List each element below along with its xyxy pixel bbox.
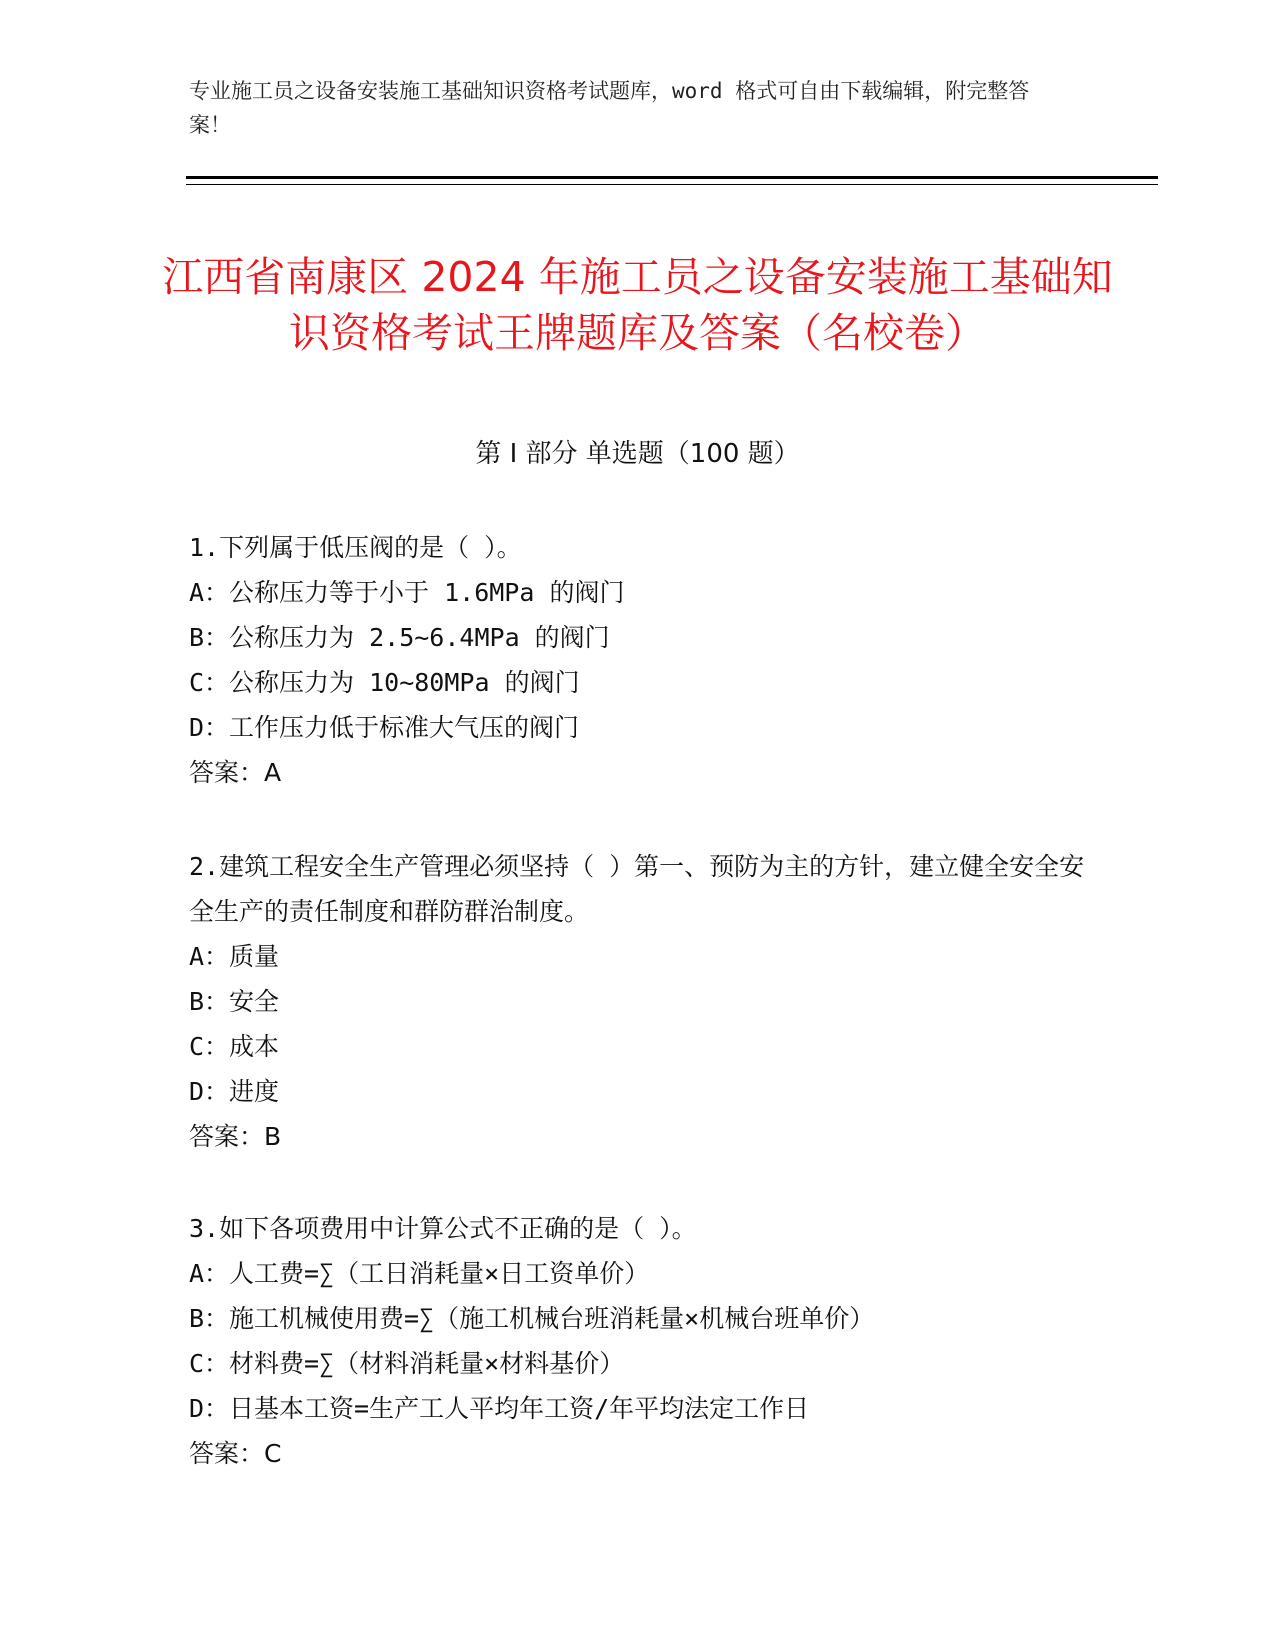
question-stem: 1.下列属于低压阀的是（ ）。 — [189, 533, 522, 562]
answer-line: 答案：B — [189, 1122, 282, 1151]
question-block — [189, 1206, 1089, 1476]
option-a: A：公称压力等于小于 1.6MPa 的阀门 — [189, 578, 625, 607]
header-divider-thick — [186, 176, 1158, 179]
document-title: 江西省南康区 2024 年施工员之设备安装施工基础知识资格考试王牌题库及答案（名校卷） — [162, 253, 1113, 358]
option-b: B：安全 — [189, 987, 280, 1016]
question-stem: 3.如下各项费用中计算公式不正确的是（ ）。 — [189, 1214, 697, 1243]
option-c: C：材料费=∑（材料消耗量×材料基价） — [189, 1349, 625, 1378]
question-stem: 2.建筑工程安全生产管理必须坚持（ ）第一、预防为主的方针，建立健全安全安全生产的责任制度和群防群治制度。 — [189, 852, 1085, 926]
option-d: D：日基本工资=生产工人平均年工资/年平均法定工作日 — [189, 1394, 810, 1423]
option-b: B：公称压力为 2.5~6.4MPa 的阀门 — [189, 623, 610, 652]
answer-line: 答案：C — [189, 1439, 282, 1468]
question-block — [189, 525, 1089, 795]
option-a: A：质量 — [189, 942, 280, 971]
question-block — [189, 844, 1089, 1159]
option-a: A：人工费=∑（工日消耗量×日工资单价） — [189, 1259, 650, 1288]
option-d: D：进度 — [189, 1077, 280, 1106]
header-divider-thin — [186, 184, 1158, 185]
option-c: C：公称压力为 10~80MPa 的阀门 — [189, 668, 580, 697]
option-d: D：工作压力低于标准大气压的阀门 — [189, 713, 580, 742]
option-c: C：成本 — [189, 1032, 280, 1061]
answer-line: 答案：A — [189, 758, 282, 787]
document-intro-text: 专业施工员之设备安装施工基础知识资格考试题库，word 格式可自由下载编辑，附完整答案！ — [189, 79, 1030, 137]
section-heading: 第 I 部分 单选题（100 题） — [475, 439, 800, 469]
option-b: B：施工机械使用费=∑（施工机械台班消耗量×机械台班单价） — [189, 1304, 875, 1333]
